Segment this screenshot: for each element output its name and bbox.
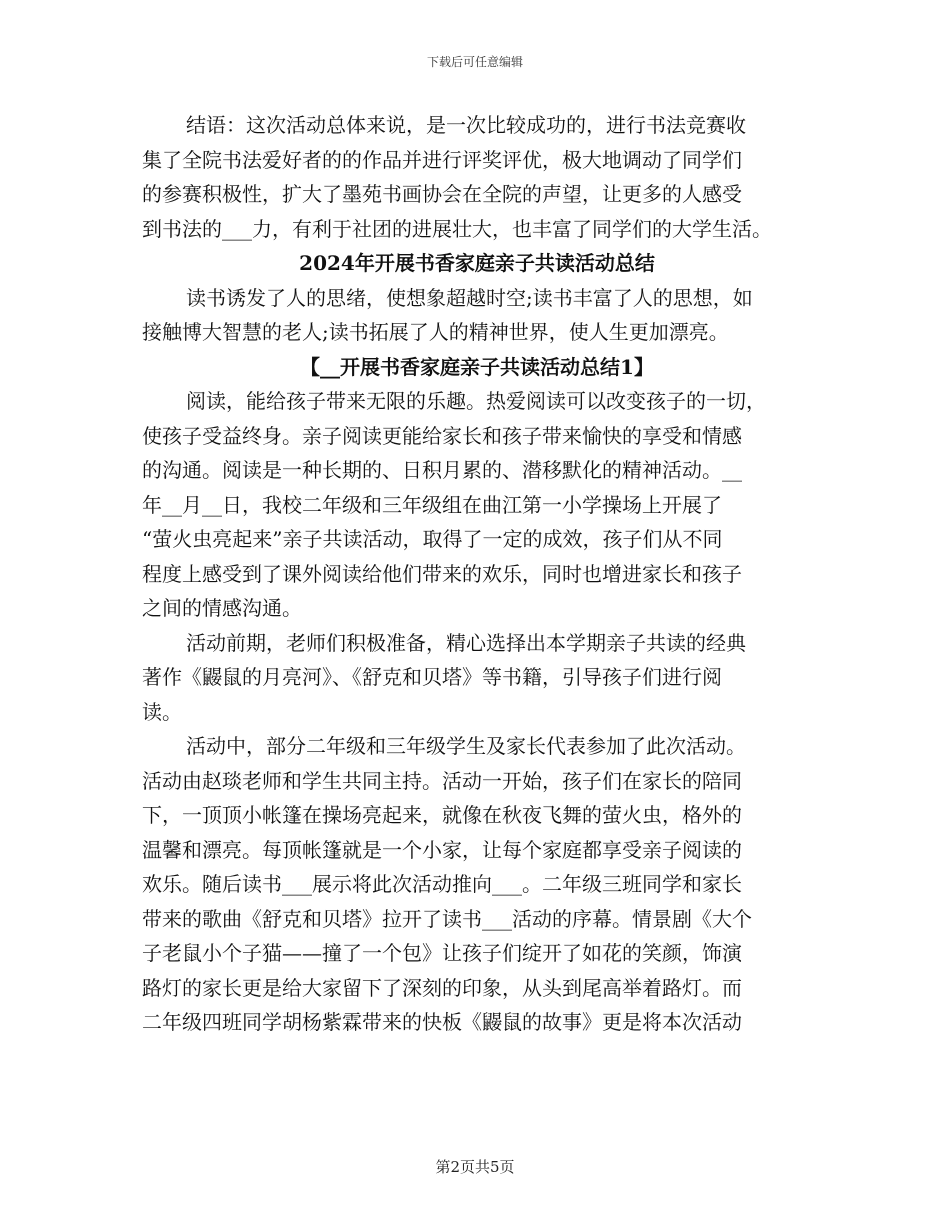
paragraph-line: 活动由赵琰老师和学生共同主持。活动一开始，孩子们在家长的陪同 <box>142 768 742 793</box>
paragraph-line: 二年级四班同学胡杨紫霖带来的快板《鼹鼠的故事》更是将本次活动 <box>142 1010 742 1034</box>
header-note: 下载后可任意编辑 <box>426 55 523 69</box>
paragraph-line: 程度上感受到了课外阅读给他们带来的欢乐，同时也增进家长和孩子 <box>142 561 742 586</box>
paragraph-line: 活动前期，老师们积极准备，精心选择出本学期亲子共读的经典 <box>186 630 746 655</box>
paragraph-line: 之间的情感沟通。 <box>142 596 302 620</box>
paragraph-line: 集了全院书法爱好者的的作品并进行评奖评优，极大地调动了同学们 <box>142 147 742 172</box>
paragraph-line: 读书诱发了人的思绪，使想象超越时空;读书丰富了人的思想，如 <box>186 285 753 310</box>
document-body <box>142 108 812 1040</box>
paragraph-line: 下，一顶顶小帐篷在操场亮起来，就像在秋夜飞舞的萤火虫，格外的 <box>142 803 742 827</box>
section-heading: 2024年开展书香家庭亲子共读活动总结 <box>299 251 655 275</box>
paragraph-line: 带来的歌曲《舒克和贝塔》拉开了读书___活动的序幕。情景剧《大个 <box>142 906 752 931</box>
paragraph-line: 读。 <box>142 699 182 724</box>
section-heading: 【__开展书香家庭亲子共读活动总结1】 <box>300 354 654 379</box>
paragraph-line: 使孩子受益终身。亲子阅读更能给家长和孩子带来愉快的享受和情感 <box>142 423 742 448</box>
paragraph-line: 活动中，部分二年级和三年级学生及家长代表参加了此次活动。 <box>186 734 746 758</box>
page-footer: 第2页共5页 <box>435 1158 515 1176</box>
paragraph-line: 路灯的家长更是给大家留下了深刻的印象，从头到尾高举着路灯。而 <box>142 975 742 1000</box>
paragraph-line: 的参赛积极性，扩大了墨苑书画协会在全院的声望，让更多的人感受 <box>142 182 742 206</box>
paragraph-line: 温馨和漂亮。每顶帐篷就是一个小家，让每个家庭都享受亲子阅读的 <box>142 837 742 862</box>
paragraph-line: 年__月__日，我校二年级和三年级组在曲江第一小学操场上开展了 <box>142 492 722 517</box>
paragraph-line: 著作《鼹鼠的月亮河》、《舒克和贝塔》等书籍，引导孩子们进行阅 <box>142 665 722 689</box>
paragraph-line: 阅读，能给孩子带来无限的乐趣。热爱阅读可以改变孩子的一切， <box>186 389 766 413</box>
paragraph-line: 结语：这次活动总体来说，是一次比较成功的，进行书法竞赛收 <box>186 113 746 137</box>
paragraph-line: 的沟通。阅读是一种长期的、日积月累的、潜移默化的精神活动。__ <box>142 458 742 482</box>
paragraph-line: 欢乐。随后读书___展示将此次活动推向___。二年级三班同学和家长 <box>142 872 742 896</box>
paragraph-line: 接触博大智慧的老人;读书拓展了人的精神世界，使人生更加漂亮。 <box>142 320 729 344</box>
paragraph-line: 子老鼠小个子猫——撞了一个包》让孩子们绽开了如花的笑颜，饰演 <box>142 941 742 965</box>
paragraph-line: 到书法的___力，有利于社团的进展壮大，也丰富了同学们的大学生活。 <box>142 216 772 241</box>
paragraph-line: “萤火虫亮起来”亲子共读活动，取得了一定的成效，孩子们从不同 <box>142 527 723 551</box>
